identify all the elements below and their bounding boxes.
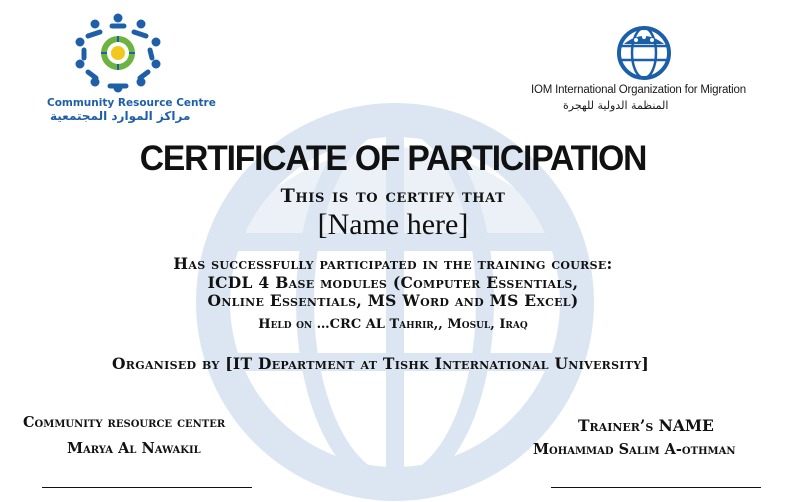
left-signatory-label: Community resource center	[23, 414, 226, 431]
right-signatory-label: Trainer’s NAME	[578, 416, 714, 435]
iom-globe-emblem-icon	[612, 24, 676, 82]
community-circle-emblem-icon	[62, 8, 174, 96]
left-signature-line	[42, 487, 252, 488]
organised-by-line: Organised by [IT Department at Tishk International University]	[112, 354, 650, 373]
certificate-title: CERTIFICATE OF PARTICIPATION	[139, 139, 647, 178]
right-signature-line	[551, 487, 761, 488]
participation-line: Has successfully participated in the training course:	[173, 254, 613, 273]
crc-name-arabic: مراكز الموارد المجتمعية	[50, 109, 191, 123]
held-on-line: Held on …CRC AL Tahrir,, Mosul, Iraq	[258, 317, 528, 332]
certify-line: This is to certify that	[280, 185, 506, 207]
left-signatory-name: Marya Al Nawakil	[67, 440, 201, 457]
course-line-2: Online Essentials, MS Word and MS Excel)	[207, 291, 579, 310]
iom-name-english: IOM International Organization for Migration	[531, 84, 746, 96]
recipient-name-placeholder: [Name here]	[317, 208, 469, 241]
right-signatory-name: Mohammad Salim A-othman	[533, 441, 736, 458]
crc-name-english: Community Resource Centre	[47, 97, 216, 109]
course-line-1: ICDL 4 Base modules (Computer Essentials,	[207, 273, 579, 292]
iom-name-arabic: المنظمة الدولية للهجرة	[563, 99, 669, 112]
